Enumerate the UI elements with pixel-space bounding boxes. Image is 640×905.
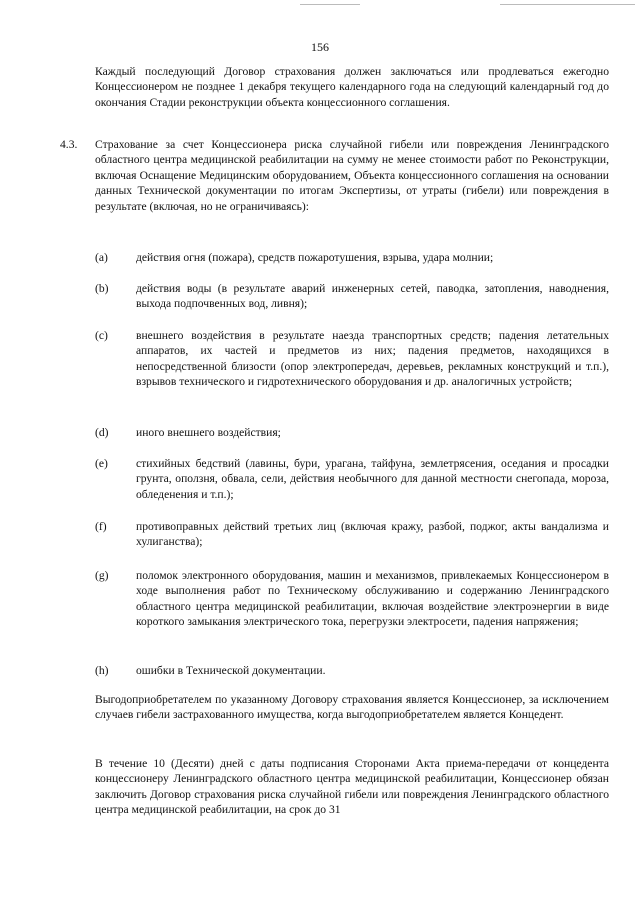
list-item-label: (b) (95, 282, 109, 295)
list-item-text: противоправных действий третьих лиц (включая кражу, разбой, поджог, акты вандализма и хулиганства); (136, 520, 609, 549)
list-item-label: (h) (95, 664, 109, 677)
list-item-text: действия огня (пожара), средств пожаротушения, взрыва, удара молнии; (136, 251, 494, 264)
final-paragraph: В течение 10 (Десяти) дней с даты подписания Сторонами Акта приема-передачи от концедента концессионеру Ленинградского областного центра медицинской реабилитации, Концессионер обязан заключить Договор страхования риска случайной гибели или повреждения Ленинградского областного центра медицинской реабилитации, на срок до 31 (95, 757, 609, 817)
section-number: 4.3. (60, 138, 78, 151)
list-item-label: (f) (95, 520, 107, 533)
list-item-text: ошибки в Технической документации. (136, 664, 326, 677)
list-item-text: действия воды (в результате аварий инженерных сетей, паводка, затопления, наводнения, выхода подпочвенных вод, ливня); (136, 282, 609, 311)
page-number: 156 (311, 40, 329, 54)
list-item-label: (a) (95, 251, 108, 264)
list-item-label: (g) (95, 569, 109, 582)
list-item-label: (d) (95, 426, 109, 439)
scan-artifact (300, 4, 360, 5)
list-item-label: (e) (95, 457, 108, 470)
list-item-text: стихийных бедствий (лавины, бури, урагана, тайфуна, землетрясения, оседания и просадки грунта, оползня, обвала, сели, действия необычного для данной местности снегопада, мороза, обледенения и т.п.); (136, 457, 609, 501)
list-item-text: иного внешнего воздействия; (136, 426, 281, 439)
beneficiary-paragraph: Выгодоприобретателем по указанному Договору страхования является Концессионер, за исключением случаев гибели застрахованного имущества, когда выгодоприобретателем является Концедент. (95, 693, 609, 722)
list-item-label: (c) (95, 329, 108, 342)
list-item-text: внешнего воздействия в результате наезда транспортных средств; падения летательных аппаратов, их частей и предметов из них; падения предметов, находящихся в непосредственной близости (опор электропередач, деревьев, рекламных конструкций и т.п.), взрывов технического и гидротехнического оборудования и др. аналогичных устройств; (136, 329, 609, 389)
list-item-text: поломок электронного оборудования, машин и механизмов, привлекаемых Концессионером в ходе выполнения работ по Техническому обслуживанию и содержанию Ленинградского областного центра медицинской реабилитации, включая воздействие электроэнергии в виде короткого замыкания электрического тока, перегрузки электросети, падения напряжения; (136, 569, 609, 629)
section-text: Страхование за счет Концессионера риска случайной гибели или повреждения Ленинградского областного центра медицинской реабилитации на сумму не менее стоимости работ по Реконструкции, включая Оснащение Медицинским оборудованием, Объекта концессионного соглашения на основании данных Технической документации по итогам Экспертизы, от утраты (гибели) или повреждения в результате (включая, но не ограничиваясь): (95, 138, 609, 213)
scan-artifact (500, 4, 635, 5)
intro-paragraph: Каждый последующий Договор страхования должен заключаться или продлеваться ежегодно Концессионером не позднее 1 декабря текущего календарного года на следующий календарный год до окончания Стадии реконструкции объекта концессионного соглашения. (95, 65, 609, 109)
